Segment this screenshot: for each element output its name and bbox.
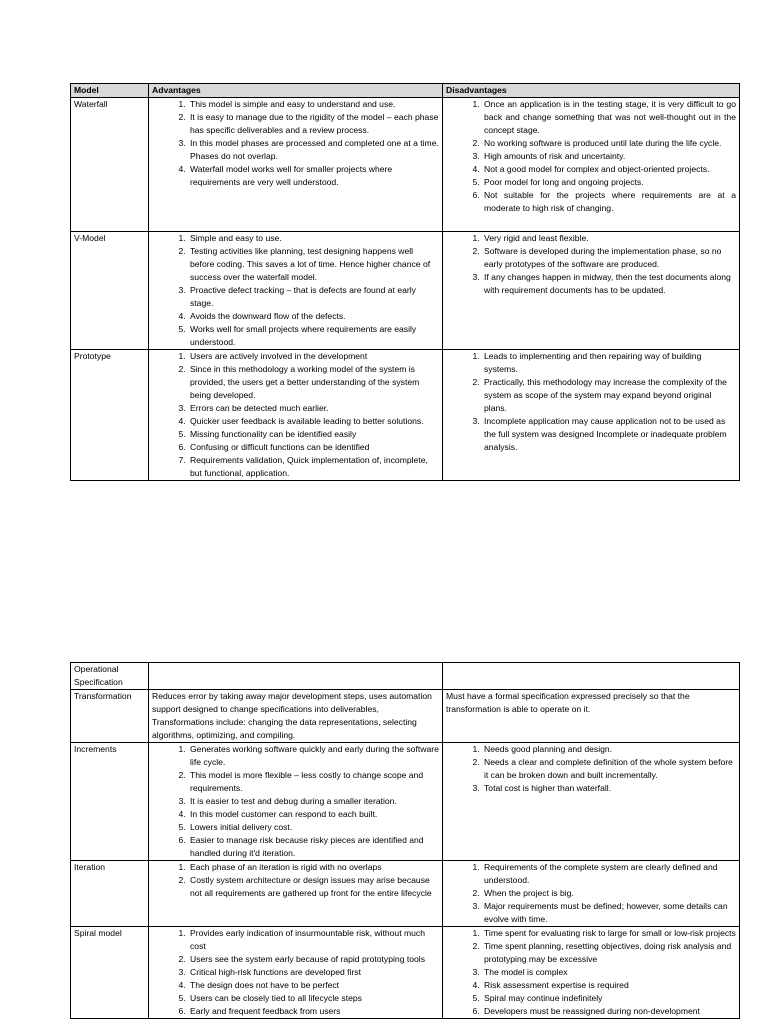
list-item: 3. It is easier to test and debug during a smaller iteration. <box>188 795 439 808</box>
table-row-v-model <box>71 232 740 350</box>
specification-models-table <box>70 662 740 1019</box>
advantages-list <box>152 98 439 189</box>
list-item: 1. Simple and easy to use. <box>188 232 439 245</box>
list-item: 3. Proactive defect tracking – that is defects are found at early stage. <box>188 284 439 310</box>
model-name: Prototype <box>71 350 149 481</box>
list-item: 4. Waterfall model works well for smaller projects where requirements are very well understood. <box>188 163 439 189</box>
list-item: 3. In this model phases are processed and completed one at a time. Phases do not overlap. <box>188 137 439 163</box>
list-item: 1. Leads to implementing and then repairing way of building systems. <box>482 350 736 376</box>
list-item: 2. Software is developed during the implementation phase, so no early prototypes of the software are produced. <box>482 245 736 271</box>
advantages-list <box>152 743 439 860</box>
list-item: 1. Each phase of an iteration is rigid with no overlaps <box>188 861 439 874</box>
list-item: 2. Users see the system early because of rapid prototyping tools <box>188 953 439 966</box>
table-header-row <box>71 84 740 98</box>
models-comparison-table <box>70 83 740 481</box>
list-item: 6. Easier to manage risk because risky pieces are identified and handled during it'd iteration. <box>188 834 439 860</box>
list-item: 2. Since in this methodology a working model of the system is provided, the users get a better understanding of the system being developed. <box>188 363 439 402</box>
list-item: 4. The design does not have to be perfect <box>188 979 439 992</box>
list-item: 5. Users can be closely tied to all lifecycle steps <box>188 992 439 1005</box>
header-disadvantages: Disadvantages <box>443 84 740 98</box>
model-name: V-Model <box>71 232 149 350</box>
list-item: 5. Missing functionality can be identified easily <box>188 428 439 441</box>
list-item: 5. Works well for small projects where requirements are easily understood. <box>188 323 439 349</box>
list-item: 2. It is easy to manage due to the rigidity of the model – each phase has specific deliverables and a review process. <box>188 111 439 137</box>
list-item: 5. Poor model for long and ongoing projects. <box>482 176 736 189</box>
list-item: 3. High amounts of risk and uncertainty. <box>482 150 736 163</box>
list-item: 4. In this model customer can respond to each built. <box>188 808 439 821</box>
list-item: 2. Costly system architecture or design issues may arise because not all requirements are gathered up front for the entire lifecycle <box>188 874 439 900</box>
list-item: 2. Practically, this methodology may increase the complexity of the system as scope of the system may expand beyond original plans. <box>482 376 736 415</box>
list-item: 6. Developers must be reassigned during non-development <box>482 1005 736 1018</box>
list-item: 3. Total cost is higher than waterfall. <box>482 782 736 795</box>
list-item: 4. Not a good model for complex and object-oriented projects. <box>482 163 736 176</box>
advantages-list <box>152 927 439 1018</box>
table-row-increments <box>71 743 740 861</box>
list-item: 1. Requirements of the complete system are clearly defined and understood. <box>482 861 736 887</box>
disadvantages-list <box>446 98 736 215</box>
list-item: 1. Once an application is in the testing stage, it is very difficult to go back and change something that was not well-thought out in the concept stage. <box>482 98 736 137</box>
table-row-iteration <box>71 861 740 927</box>
list-item: 1. Users are actively involved in the development <box>188 350 439 363</box>
table-row-waterfall <box>71 98 740 232</box>
list-item: 3. Critical high-risk functions are developed first <box>188 966 439 979</box>
list-item: 2. When the project is big. <box>482 887 736 900</box>
list-item: 2. Testing activities like planning, test designing happens well before coding. This saves a lot of time. Hence higher chance of success over the waterfall model. <box>188 245 439 284</box>
table-row-transformation <box>71 690 740 743</box>
list-item: 2. This model is more flexible – less costly to change scope and requirements. <box>188 769 439 795</box>
advantages-list <box>152 350 439 480</box>
list-item: 4. Quicker user feedback is available leading to better solutions. <box>188 415 439 428</box>
header-advantages: Advantages <box>149 84 443 98</box>
list-item: 7. Requirements validation, Quick implementation of, incomplete, but functional, application. <box>188 454 439 480</box>
header-operational-specification: Operational Specification <box>71 663 149 690</box>
list-item: 1. Very rigid and least flexible. <box>482 232 736 245</box>
list-item: 6. Early and frequent feedback from users <box>188 1005 439 1018</box>
list-item: 1. Provides early indication of insurmountable risk, without much cost <box>188 927 439 953</box>
model-name: Iteration <box>71 861 149 927</box>
list-item: 3. The model is complex <box>482 966 736 979</box>
list-item: 2. Needs a clear and complete definition of the whole system before it can be broken down and built incrementally. <box>482 756 736 782</box>
list-item: 1. Generates working software quickly and early during the software life cycle. <box>188 743 439 769</box>
list-item: 3. Errors can be detected much earlier. <box>188 402 439 415</box>
list-item: 1. Time spent for evaluating risk to large for small or low-risk projects <box>482 927 736 940</box>
list-item: 6. Not suitable for the projects where requirements are at a moderate to high risk of changing. <box>482 189 736 215</box>
list-item: 2. No working software is produced until late during the life cycle. <box>482 137 736 150</box>
model-name: Increments <box>71 743 149 861</box>
list-item: 4. Avoids the downward flow of the defects. <box>188 310 439 323</box>
disadvantages-list <box>446 861 736 926</box>
advantages-list <box>152 861 439 900</box>
transformation-disadvantages: Must have a formal specification expressed precisely so that the transformation is able to operate on it. <box>443 690 740 743</box>
model-name: Transformation <box>71 690 149 743</box>
list-item: 5. Spiral may continue indefinitely <box>482 992 736 1005</box>
disadvantages-list <box>446 232 736 297</box>
list-item: 1. This model is simple and easy to understand and use. <box>188 98 439 111</box>
disadvantages-list <box>446 927 736 1018</box>
list-item: 1. Needs good planning and design. <box>482 743 736 756</box>
header-model: Model <box>71 84 149 98</box>
table-row-prototype <box>71 350 740 481</box>
list-item: 4. Risk assessment expertise is required <box>482 979 736 992</box>
list-item: 5. Lowers initial delivery cost. <box>188 821 439 834</box>
model-name: Spiral model <box>71 927 149 1019</box>
list-item: 6. Confusing or difficult functions can be identified <box>188 441 439 454</box>
disadvantages-list <box>446 350 736 454</box>
model-name: Waterfall <box>71 98 149 232</box>
list-item: 2. Time spent planning, resetting objectives, doing risk analysis and prototyping may be excessive <box>482 940 736 966</box>
table-row-spiral-model <box>71 927 740 1019</box>
advantages-list <box>152 232 439 349</box>
list-item: 3. Incomplete application may cause application not to be used as the full system was designed Incomplete or inadequate problem analysis. <box>482 415 736 454</box>
transformation-advantages: Reduces error by taking away major development steps, uses automation support designed to change specifications into deliverables, Transformations include: changing the data representations, selecting algorithms, optimizing, and compiling. <box>149 690 443 743</box>
disadvantages-list <box>446 743 736 795</box>
table-header-row <box>71 663 740 690</box>
list-item: 3. Major requirements must be defined; however, some details can evolve with time. <box>482 900 736 926</box>
list-item: 3. If any changes happen in midway, then the test documents along with requirement documents has to be updated. <box>482 271 736 297</box>
